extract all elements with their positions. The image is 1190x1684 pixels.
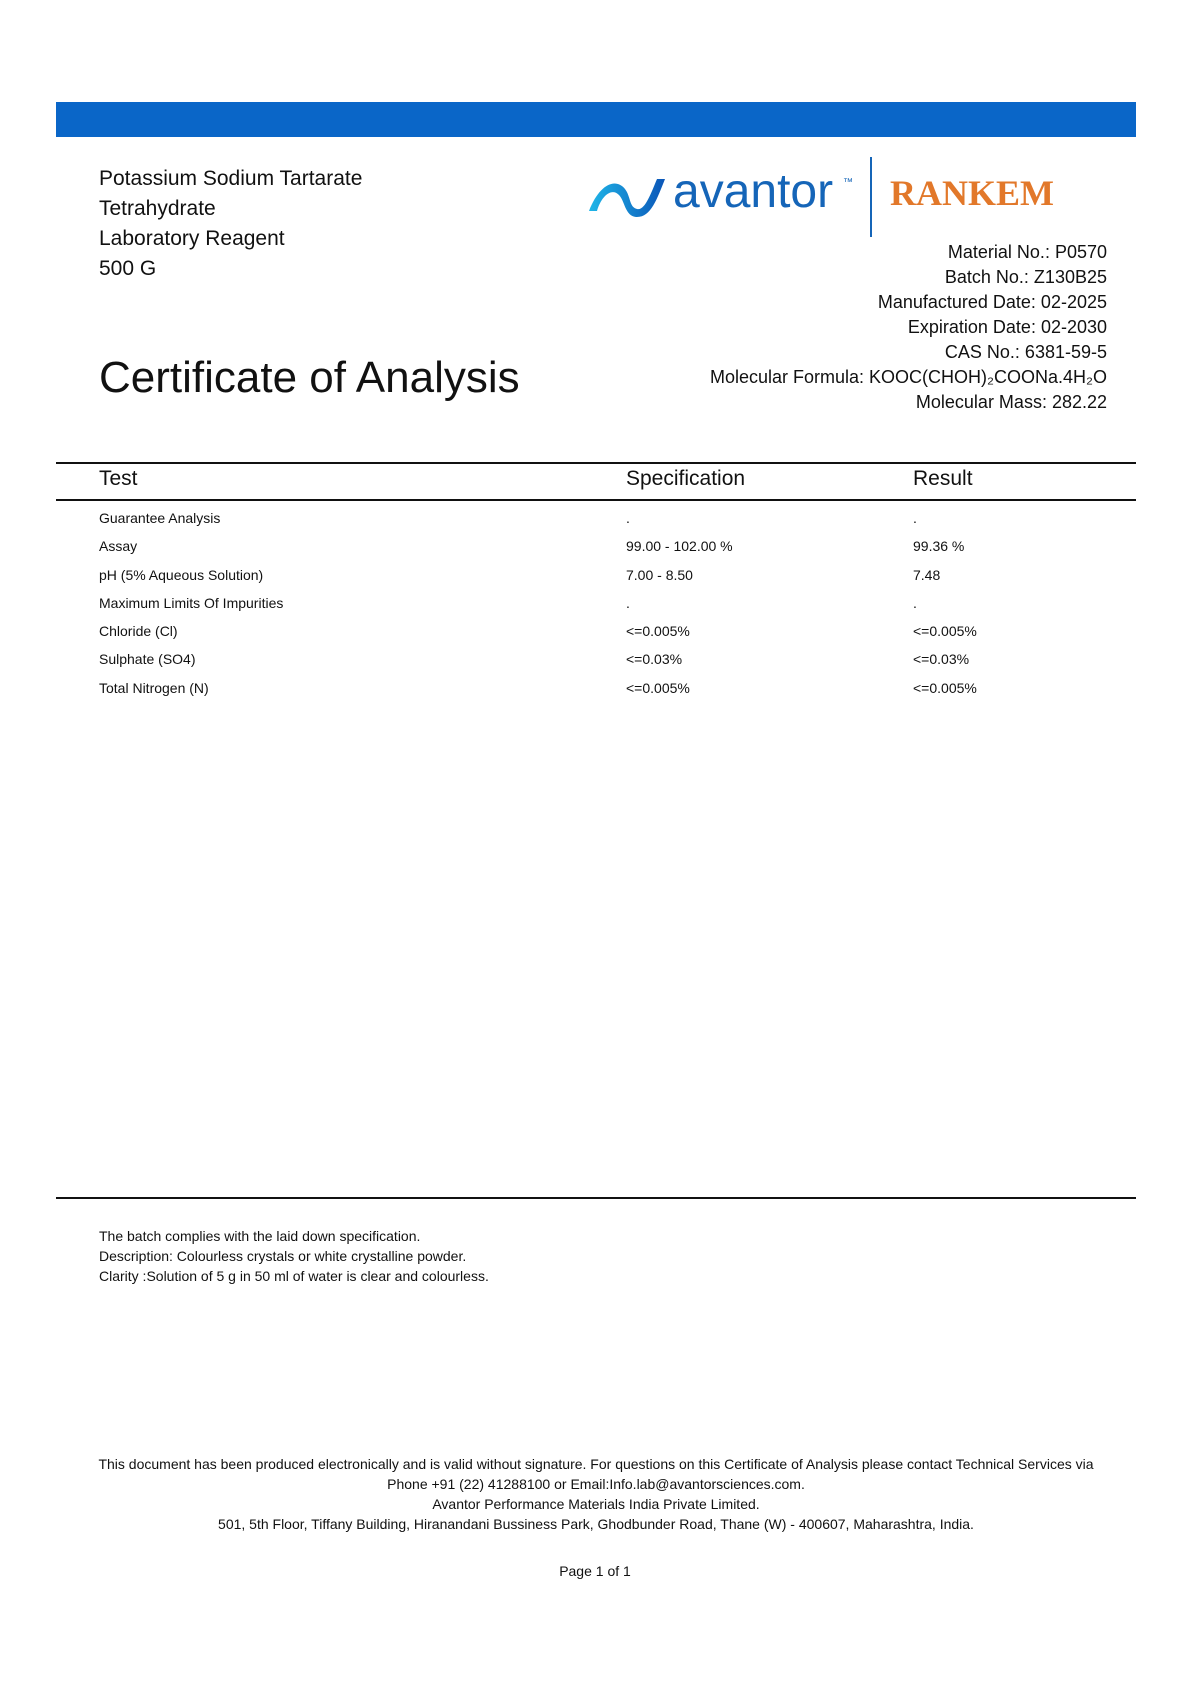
note-description: Description: Colourless crystals or white crystalline powder. — [99, 1248, 467, 1264]
specification-value: <=0.03% — [626, 651, 683, 668]
table-top-rule — [56, 462, 1136, 464]
avantor-tm: ™ — [843, 177, 853, 188]
table-row — [0, 504, 1190, 532]
product-line-2: Tetrahydrate — [99, 197, 216, 220]
footer-company: Avantor Performance Materials India Private Limited. — [432, 1496, 760, 1512]
avantor-rankem-logo — [585, 155, 1105, 241]
expiration-date: Expiration Date: 02-2030 — [907, 317, 1107, 337]
note-clarity: Clarity :Solution of 5 g in 50 ml of water is clear and colourless. — [99, 1268, 489, 1284]
material-number: Material No.: P0570 — [947, 242, 1107, 262]
header-bar — [56, 102, 1136, 137]
avantor-wordmark: avantor — [673, 165, 834, 218]
document-title: Certificate of Analysis — [99, 353, 520, 402]
page-number: Page 1 of 1 — [559, 1563, 631, 1579]
product-line-3: Laboratory Reagent — [99, 227, 285, 250]
product-line-1: Potassium Sodium Tartarate — [99, 167, 363, 190]
rankem-wordmark: RANKEM — [890, 173, 1054, 213]
cas-number: CAS No.: 6381-59-5 — [944, 342, 1107, 362]
specification-value: <=0.005% — [626, 623, 690, 640]
specification-value: 7.00 - 8.50 — [626, 566, 693, 583]
results-table — [0, 504, 1190, 702]
header-specification: Specification — [626, 467, 746, 490]
specification-value: <=0.005% — [626, 679, 690, 696]
table-bottom-rule — [56, 1197, 1136, 1199]
test-name: pH (5% Aqueous Solution) — [99, 566, 264, 583]
specification-value: . — [626, 594, 630, 611]
table-row — [0, 561, 1190, 589]
test-name: Chloride (Cl) — [99, 623, 178, 640]
specification-value: 99.00 - 102.00 % — [626, 538, 733, 555]
table-row — [0, 645, 1190, 673]
table-row — [0, 589, 1190, 617]
test-name: Total Nitrogen (N) — [99, 679, 209, 696]
result-value: 99.36 % — [913, 538, 965, 555]
result-value: . — [913, 510, 917, 526]
result-value: 7.48 — [913, 566, 941, 583]
result-value: <=0.005% — [913, 679, 977, 696]
batch-number: Batch No.: Z130B25 — [944, 267, 1107, 287]
result-value: <=0.005% — [913, 623, 977, 640]
manufactured-date: Manufactured Date: 02-2025 — [877, 292, 1107, 312]
header-result: Result — [913, 467, 973, 490]
footer-contact: Phone +91 (22) 41288100 or Email:Info.lab@avantorsciences.com. — [387, 1476, 805, 1492]
batch-details — [710, 240, 1107, 415]
test-name: Assay — [99, 538, 138, 555]
molecular-mass: Molecular Mass: 282.22 — [915, 392, 1107, 412]
compliance-notes — [99, 1226, 489, 1286]
table-row — [0, 617, 1190, 645]
test-name: Sulphate (SO4) — [99, 651, 196, 668]
footer — [56, 1454, 1136, 1534]
result-value: . — [913, 594, 917, 611]
table-header-rule — [56, 499, 1136, 501]
specification-value: . — [626, 510, 630, 526]
avantor-mark-icon — [589, 179, 665, 217]
table-row — [0, 532, 1190, 560]
product-line-4: 500 G — [99, 257, 157, 280]
note-compliance: The batch complies with the laid down specification. — [99, 1228, 421, 1244]
header-test: Test — [99, 467, 138, 490]
footer-address: 501, 5th Floor, Tiffany Building, Hiranandani Bussiness Park, Ghodbunder Road, Thane (W) - 400607, Maharashtra, India. — [218, 1516, 974, 1532]
test-name: Maximum Limits Of Impurities — [99, 594, 284, 611]
molecular-formula: Molecular Formula: KOOC(CHOH)₂COONa.4H₂O — [709, 367, 1107, 387]
product-name — [99, 164, 362, 284]
footer-disclaimer: This document has been produced electronically and is valid without signature. For questions on this Certificate of Analysis please contact Technical Services via — [98, 1456, 1094, 1472]
test-name: Guarantee Analysis — [99, 510, 221, 526]
table-row — [0, 674, 1190, 702]
result-value: <=0.03% — [913, 651, 970, 668]
